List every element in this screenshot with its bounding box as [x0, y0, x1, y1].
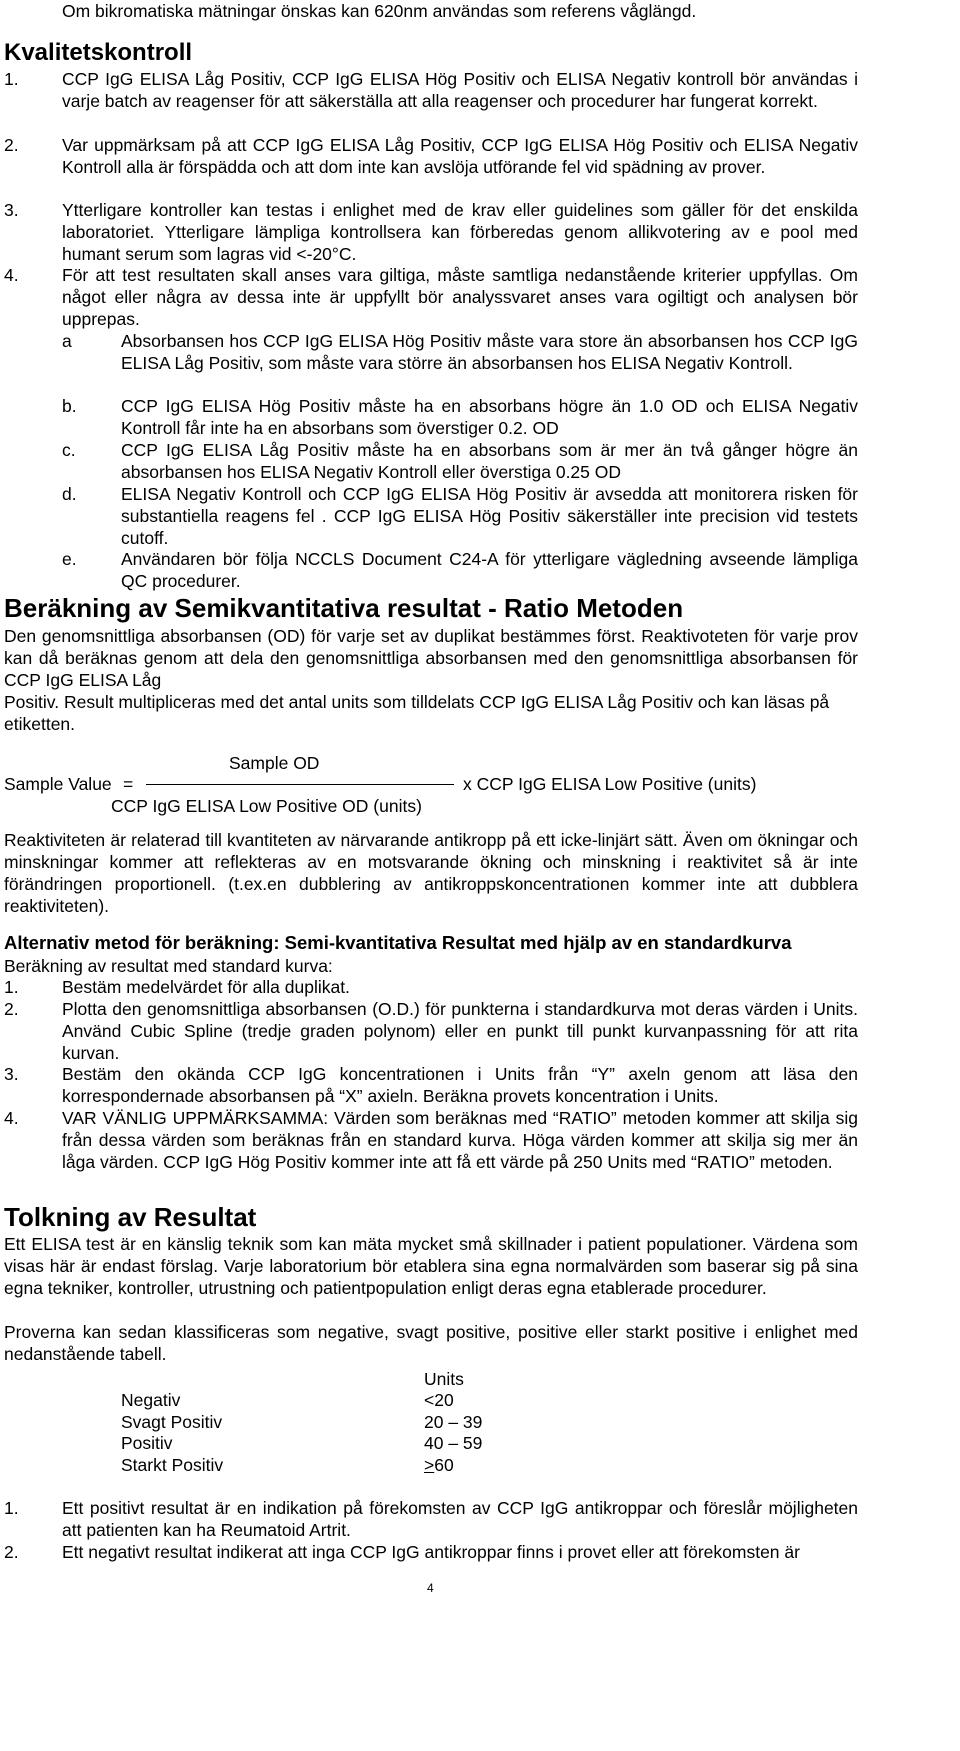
less-than-sign: <: [424, 1390, 435, 1410]
qc-subitem-text: CCP IgG ELISA Låg Positiv måste ha en absorbans som är mer än två gånger högre än absorbansen hos ELISA Negativ Kontroll eller överstiga 0.25 OD: [121, 440, 858, 482]
units-header: Units: [424, 1369, 464, 1389]
ratio-paragraph: Positiv. Result multipliceras med det antal units som tilldelats CCP IgG ELISA Låg Positiv och kan läsas på etiketten.: [4, 692, 830, 734]
qc-subitem-letter: c.: [62, 440, 76, 460]
intro-line: Om bikromatiska mätningar önskas kan 620nm användas som referens våglängd.: [62, 1, 697, 21]
qc-subitem-letter: b.: [62, 396, 77, 416]
units-row-label: Svagt Positiv: [121, 1412, 223, 1432]
formula-rhs: x CCP IgG ELISA Low Positive (units): [463, 774, 757, 794]
tolk-paragraph: Proverna kan sedan klassificeras som negative, svagt positive, positive eller starkt positive i enlighet med nedanstående tabell.: [4, 1322, 858, 1364]
qc-subitem-letter: a: [62, 331, 72, 351]
ratio-paragraph: Den genomsnittliga absorbansen (OD) för varje set av duplikat bestämmes först. Reaktivoteten för varje prov kan då beräknas genom att dela den genomsnittliga absorbansen med den genomsnittliga absorbansen för CCP IgG ELISA Låg: [4, 626, 858, 690]
tolk-item-text: Ett positivt resultat är en indikation på förekomsten av CCP IgG antikroppar och föreslår möjligheten att patienten kan ha Reumatoid Artrit.: [62, 1498, 858, 1540]
units-row-label: Starkt Positiv: [121, 1455, 224, 1475]
page-number: 4: [427, 1581, 434, 1595]
units-row-label: Positiv: [121, 1433, 173, 1453]
alt-heading: Alternativ metod för beräkning: Semi-kvantitativa Resultat med hjälp av en standardkurva: [4, 932, 792, 953]
alt-intro: Beräkning av resultat med standard kurva:: [4, 956, 333, 976]
formula-lhs: Sample Value: [4, 774, 112, 794]
qc-item-text: Ytterligare kontroller kan testas i enlighet med de krav eller guidelines som gäller för det enskilda laboratoriet. Ytterligare lämpliga kontrollsera kan förberedas genom allikvotering av e pool med humant serum som lagras vid <-20°C.: [62, 200, 858, 264]
units-row-value: 20 – 39: [424, 1412, 483, 1432]
qc-item-text: CCP IgG ELISA Låg Positiv, CCP IgG ELISA Hög Positiv och ELISA Negativ kontroll bör användas i varje batch av reagenser för att säkerställa att alla reagenser och procedurer har fungerat korrekt.: [62, 69, 858, 111]
qc-subitem-text: Användaren bör följa NCCLS Document C24-A för ytterligare vägledning avseende lämpliga QC procedurer.: [121, 549, 858, 591]
qc-subitem-letter: d.: [62, 484, 77, 504]
units-value-number: 20: [434, 1390, 454, 1410]
tolk-heading: Tolkning av Resultat: [4, 1202, 257, 1232]
units-row-value: 40 – 59: [424, 1433, 483, 1453]
qc-subitem-text: ELISA Negativ Kontroll och CCP IgG ELISA Hög Positiv är avsedda att monitorera risken för substantiella reagens fel . CCP IgG ELISA Hög Positiv säkerställer inte precision vid testets cutoff.: [121, 484, 858, 548]
ratio-heading: Beräkning av Semikvantitativa resultat - Ratio Metoden: [4, 593, 684, 623]
tolk-item-text: Ett negativt resultat indikerat att inga CCP IgG antikroppar finns i provet eller att förekomsten är: [62, 1542, 800, 1562]
qc-item-number: 1.: [4, 69, 19, 89]
qc-subitem-letter: e.: [62, 549, 77, 569]
tolk-item-number: 2.: [4, 1542, 19, 1562]
alt-item-text: Bestäm medelvärdet för alla duplikat.: [62, 977, 350, 997]
formula-denominator: CCP IgG ELISA Low Positive OD (units): [111, 796, 422, 816]
units-row-value: [424, 1454, 454, 1476]
qc-item-text: Var uppmärksam på att CCP IgG ELISA Låg Positiv, CCP IgG ELISA Hög Positiv och ELISA Negativ Kontroll alla är förspädda och att dom inte kan avslöja utförande fel vid spädning av prover.: [62, 135, 858, 177]
formula-equals: =: [123, 774, 134, 794]
qc-item-number: 2.: [4, 135, 19, 155]
alt-item-number: 1.: [4, 977, 19, 997]
alt-item-text: Bestäm den okända CCP IgG koncentrationen i Units från “Y” axeln genom att läsa den korrespondernade absorbansen på “X” axieln. Beräkna provets koncentration i Units.: [62, 1064, 858, 1106]
greater-than-sign: >: [424, 1455, 435, 1475]
qc-subitem-text: CCP IgG ELISA Hög Positiv måste ha en absorbans högre än 1.0 OD och ELISA Negativ Kontroll får inte ha en absorbans som överstiger 0.2. OD: [121, 396, 858, 438]
units-row-value: [424, 1389, 454, 1411]
alt-item-number: 3.: [4, 1064, 19, 1084]
qc-subitem-text: Absorbansen hos CCP IgG ELISA Hög Positiv måste vara store än absorbansen hos CCP IgG ELISA Låg Positiv, som måste vara större än absorbansen hos ELISA Negativ Kontroll.: [121, 331, 858, 373]
units-value-number: 60: [434, 1455, 454, 1475]
fraction-bar: [146, 784, 454, 785]
tolk-item-number: 1.: [4, 1498, 19, 1518]
units-row-label: Negativ: [121, 1390, 181, 1410]
alt-item-number: 2.: [4, 999, 19, 1019]
qc-item-number: 3.: [4, 200, 19, 220]
qc-heading: Kvalitetskontroll: [4, 39, 193, 66]
alt-item-text: VAR VÄNLIG UPPMÄRKSAMMA: Värden som beräknas med “RATIO” metoden kommer att skilja sig från dessa värden som beräknas från en standard kurva. Höga värden kommer att skilja sig mer än låga värden. CCP IgG Hög Positiv kommer inte att få ett värde på 250 Units med “RATIO” metoden.: [62, 1108, 858, 1172]
alt-item-number: 4.: [4, 1108, 19, 1128]
ratio-paragraph: Reaktiviteten är relaterad till kvantiteten av närvarande antikropp på ett icke-linjärt sätt. Även om ökningar och minskningar kommer att reflekteras av en motsvarande ökning och minskning i reaktivitet så är inte förändringen proportionell. (t.ex.en dubblering av antikroppskoncentrationen kommer inte att dubblera reaktiviteten).: [4, 830, 858, 916]
tolk-paragraph: Ett ELISA test är en känslig teknik som kan mäta mycket små skillnader i patient populationer. Värdena som visas här är endast förslag. Varje laboratorium bör etablera sina egna normalvärden som baserar sig på sina egna tekniker, kontroller, utrustning och patientpopulation enligt deras egna etablerade procedurer.: [4, 1234, 858, 1298]
formula-numerator: Sample OD: [229, 753, 320, 773]
qc-item-number: 4.: [4, 265, 19, 285]
alt-item-text: Plotta den genomsnittliga absorbansen (O.D.) för punkterna i standardkurva mot deras värden i Units. Använd Cubic Spline (tredje graden polynom) eller en punkt till punkt kurvanpassning för att rita kurvan.: [62, 999, 858, 1063]
qc-item-text: För att test resultaten skall anses vara giltiga, måste samtliga nedanstående kriterier uppfyllas. Om något eller några av dessa inte är uppfyllt bör analyssvaret anses vara ogiltigt och analysen bör upprepas.: [62, 265, 858, 329]
